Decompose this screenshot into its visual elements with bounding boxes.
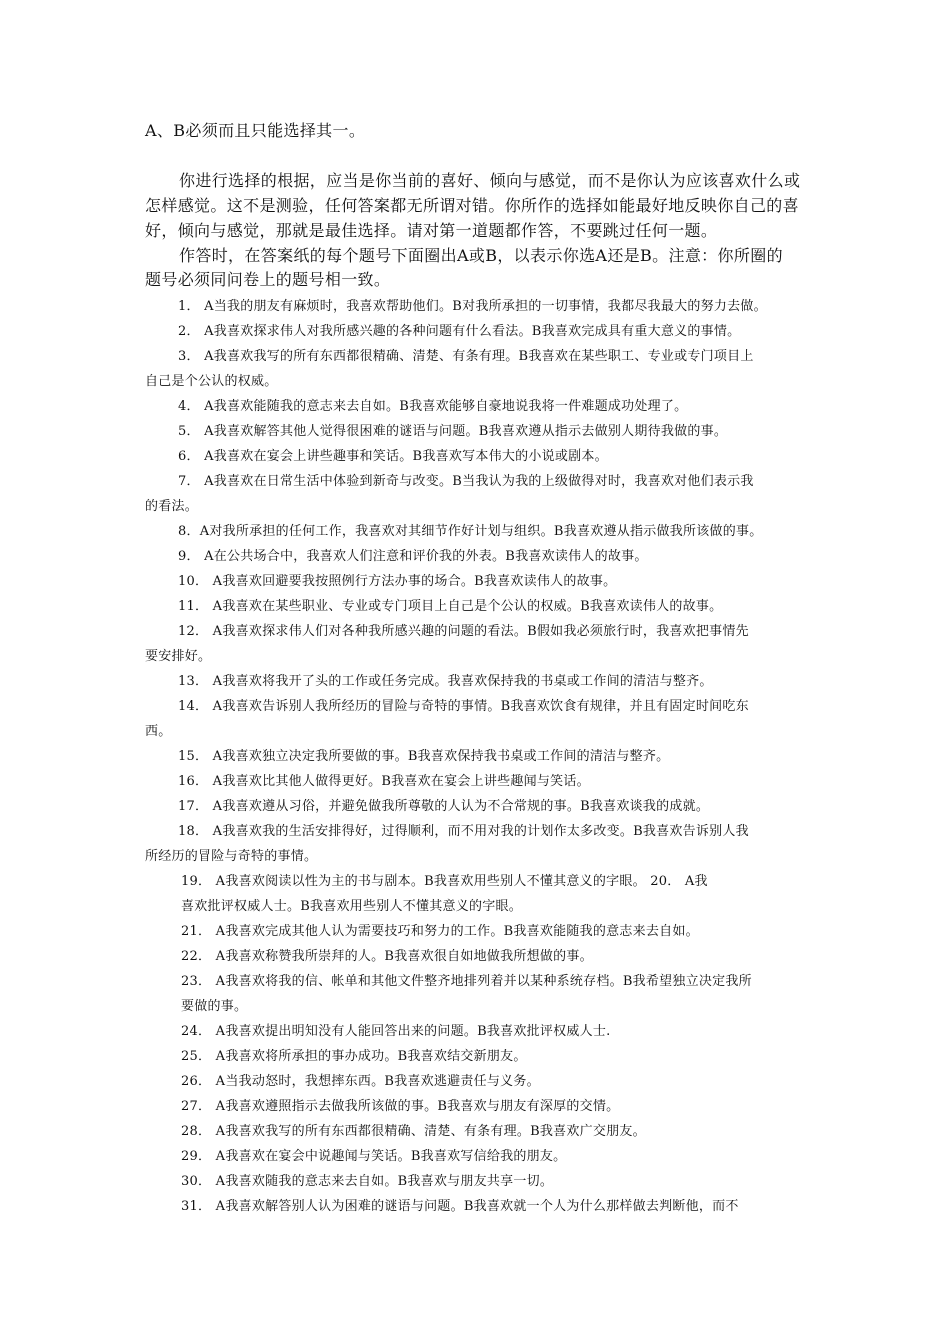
question-22: 22． A我喜欢称赞我所崇拜的人。B我喜欢很自如地做我所想做的事。	[181, 949, 593, 964]
instruction-paragraph-2-line-1: 作答时，在答案纸的每个题号下面圈出A或B，以表示你选A还是B。注意：你所圈的	[179, 246, 783, 265]
question-12: 12． A我喜欢探求伟人们对各种我所感兴趣的问题的看法。B假如我必须旅行时，我喜欢把事情先	[178, 624, 749, 639]
question-10: 10． A我喜欢回避要我按照例行方法办事的场合。B我喜欢读伟人的故事。	[178, 574, 617, 589]
instruction-paragraph-1-line-2: 怎样感觉。这不是测验，任何答案都无所谓对错。你所作的选择如能最好地反映你自己的喜	[145, 196, 800, 215]
question-28: 28． A我喜欢我写的所有东西都很精确、清楚、有条有理。B我喜欢广交朋友。	[181, 1124, 646, 1139]
question-30: 30． A我喜欢随我的意志来去自如。B我喜欢与朋友共享一切。	[181, 1174, 554, 1189]
question-15: 15． A我喜欢独立决定我所要做的事。B我喜欢保持我书桌或工作间的清洁与整齐。	[178, 749, 670, 764]
question-23-continued: 要做的事。	[181, 999, 248, 1014]
question-31: 31． A我喜欢解答别人认为困难的谜语与问题。B我喜欢就一个人为什么那样做去判断他，而不	[181, 1199, 739, 1214]
question-18: 18． A我喜欢我的生活安排得好，过得顺利，而不用对我的计划作太多改变。B我喜欢告诉别人我	[178, 824, 749, 839]
question-11: 11． A我喜欢在某些职业、专业或专门项目上自己是个公认的权威。B我喜欢读伟人的故事。	[178, 599, 723, 614]
question-16: 16． A我喜欢比其他人做得更好。B我喜欢在宴会上讲些趣闻与笑话。	[178, 774, 590, 789]
question-12-continued: 要安排好。	[145, 649, 212, 664]
question-2: 2． A我喜欢探求伟人对我所感兴趣的各种问题有什么看法。B我喜欢完成具有重大意义的事情。	[178, 324, 741, 339]
question-18-continued: 所经历的冒险与奇特的事情。	[145, 849, 318, 864]
question-5: 5． A我喜欢解答其他人觉得很困难的谜语与问题。B我喜欢遵从指示去做别人期待我做的事。	[178, 424, 728, 439]
question-14: 14． A我喜欢告诉别人我所经历的冒险与奇特的事情。B我喜欢饮食有规律，并且有固定时间吃东	[178, 699, 749, 714]
question-3-continued: 自己是个公认的权威。	[145, 374, 278, 389]
question-25: 25． A我喜欢将所承担的事办成功。B我喜欢结交新朋友。	[181, 1049, 527, 1064]
question-8: 8．A对我所承担的任何工作，我喜欢对其细节作好计划与组织。B我喜欢遵从指示做我所该做的事。	[178, 524, 763, 539]
intro-line: A、B必须而且只能选择其一。	[145, 121, 366, 140]
question-14-continued: 西。	[145, 724, 172, 739]
instruction-paragraph-2-line-2: 题号必须同问卷上的题号相一致。	[145, 270, 391, 289]
question-6: 6． A我喜欢在宴会上讲些趣事和笑话。B我喜欢写本伟大的小说或剧本。	[178, 449, 608, 464]
instruction-paragraph-1-line-1: 你进行选择的根据，应当是你当前的喜好、倾向与感觉，而不是你认为应该喜欢什么或	[179, 171, 801, 190]
question-1: 1． A当我的朋友有麻烦时，我喜欢帮助他们。B对我所承担的一切事情，我都尽我最大的努力去做。	[178, 299, 767, 314]
question-9: 9． A在公共场合中，我喜欢人们注意和评价我的外表。B我喜欢读伟人的故事。	[178, 549, 648, 564]
question-7: 7． A我喜欢在日常生活中体验到新奇与改变。B当我认为我的上级做得对时，我喜欢对他们表示我	[178, 474, 754, 489]
question-27: 27． A我喜欢遵照指示去做我所该做的事。B我喜欢与朋友有深厚的交情。	[181, 1099, 620, 1114]
instruction-paragraph-1-line-3: 好，倾向与感觉，那就是最佳选择。请对第一道题都作答，不要跳过任何一题。	[145, 221, 718, 240]
question-21: 21． A我喜欢完成其他人认为需要技巧和努力的工作。B我喜欢能随我的意志来去自如。	[181, 924, 699, 939]
question-4: 4． A我喜欢能随我的意志来去自如。B我喜欢能够自豪地说我将一件难题成功处理了。	[178, 399, 688, 414]
question-20-continued: 喜欢批评权威人士。B我喜欢用些别人不懂其意义的字眼。	[181, 899, 523, 914]
question-29: 29． A我喜欢在宴会中说趣闻与笑话。B我喜欢写信给我的朋友。	[181, 1149, 567, 1164]
question-24: 24． A我喜欢提出明知没有人能回答出来的问题。B我喜欢批评权威人士.	[181, 1024, 611, 1039]
question-3: 3． A我喜欢我写的所有东西都很精确、清楚、有条有理。B我喜欢在某些职工、专业或专门项目上	[178, 349, 754, 364]
question-7-continued: 的看法。	[145, 499, 199, 514]
question-17: 17． A我喜欢遵从习俗，并避免做我所尊敬的人认为不合常规的事。B我喜欢谈我的成就。	[178, 799, 710, 814]
question-13: 13． A我喜欢将我开了头的工作或任务完成。我喜欢保持我的书桌或工作间的清洁与整齐。	[178, 674, 713, 689]
question-23: 23． A我喜欢将我的信、帐单和其他文件整齐地排列着并以某种系统存档。B我希望独立决定我所	[181, 974, 752, 989]
question-26: 26． A当我动怒时，我想摔东西。B我喜欢逃避责任与义务。	[181, 1074, 540, 1089]
question-19-and-20: 19． A我喜欢阅读以性为主的书与剧本。B我喜欢用些别人不懂其意义的字眼。 20． A我	[181, 874, 708, 889]
